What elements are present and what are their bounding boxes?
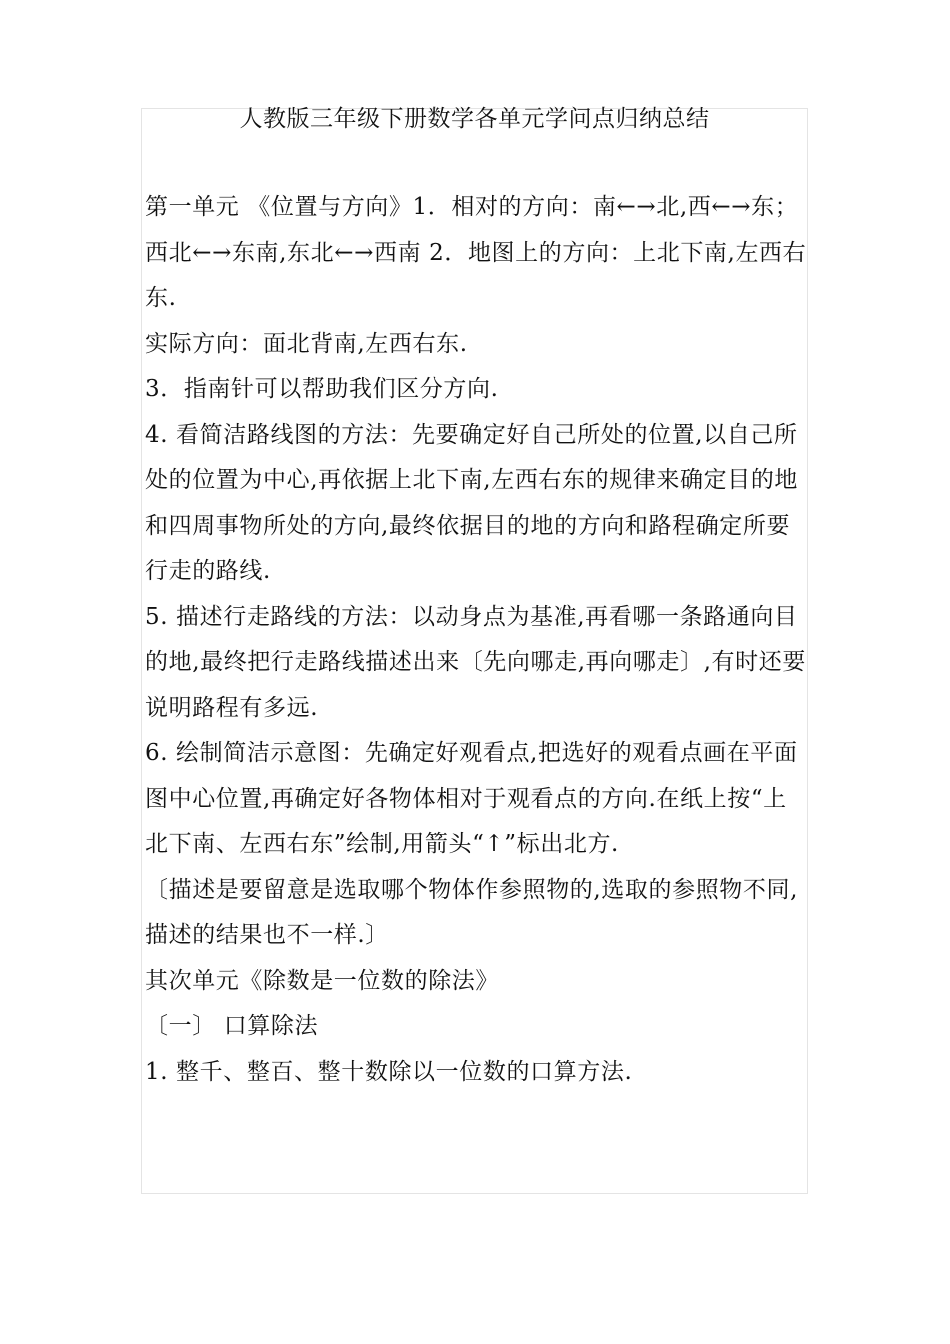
paragraph-route-map: 4. 看简洁路线图的方法：先要确定好自己所处的位置,以自己所处的位置为中心,再依据上北下南,左西右东的规律来确定目的地和四周事物所处的方向,最终依据目的地的方向和路程确定所要行走的路线. [145,421,799,584]
document-title: 人教版三年级下册数学各单元学问点归纳总结 [239,106,710,132]
paragraph-describe-route: 5. 描述行走路线的方法：以动身点为基准,再看哪一条路通向目的地,最终把行走路线描述出来〔先向哪走,再向哪走〕,有时还要说明路程有多远. [145,603,806,721]
paragraph-reference-note: 〔描述是要留意是选取哪个物体作参照物的,选取的参照物不同,描述的结果也不一样.〕 [145,876,799,948]
paragraph-actual-direction: 实际方向：面北背南,左西右东. [145,330,468,357]
paragraph-unit1-directions: 第一单元 《位置与方向》1．相对的方向：南←→北,西←→东；西北←→东南,东北←→西南 2．地图上的方向：上北下南,左西右东. [145,194,807,311]
paragraph-compass: 3．指南针可以帮助我们区分方向. [145,376,499,402]
paragraph-oral-division-method: 1. 整千、整百、整十数除以一位数的口算方法. [145,1058,633,1085]
document-body [145,185,807,1095]
paragraph-oral-division-heading: 〔一〕 口算除法 [145,1013,319,1039]
paragraph-draw-sketch: 6. 绘制简洁示意图：先确定好观看点,把选好的观看点画在平面图中心位置,再确定好各物体相对于观看点的方向.在纸上按“上北下南、左西右东”绘制,用箭头“↑”标出北方. [145,740,798,857]
paragraph-unit2-heading: 其次单元《除数是一位数的除法》 [145,967,499,994]
